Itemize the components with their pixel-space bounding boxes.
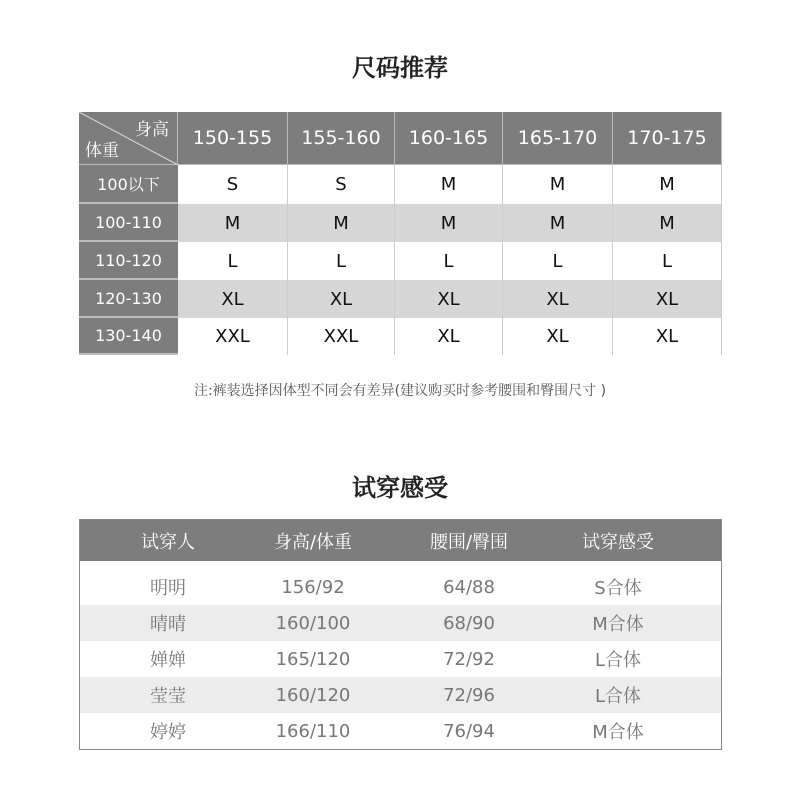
corner-height-label: 身高 — [135, 120, 169, 140]
fit-cell: 76/94 — [443, 720, 495, 742]
fit-feedback-table — [79, 519, 722, 750]
fit-cell: 晴晴 — [150, 614, 186, 635]
fit-header: 身高/体重 — [273, 531, 353, 553]
table-row — [80, 713, 721, 749]
fit-cell: L合体 — [594, 686, 642, 707]
table-row — [80, 641, 721, 677]
size-cell: M — [503, 204, 613, 242]
size-cell: L — [178, 242, 288, 280]
height-header: 170-175 — [613, 112, 722, 165]
weight-header: 100-110 — [79, 204, 178, 242]
fit-cell: 婷婷 — [150, 722, 186, 743]
fit-cell: M合体 — [592, 722, 644, 743]
size-cell: M — [613, 165, 722, 204]
fit-cell: 160/100 — [275, 612, 351, 634]
fit-cell: 64/88 — [443, 576, 495, 598]
size-cell: M — [178, 204, 288, 242]
fit-cell: 156/92 — [281, 576, 345, 598]
size-cell: XL — [503, 318, 613, 355]
fit-cell: L合体 — [594, 650, 642, 671]
size-cell: XL — [288, 280, 395, 318]
weight-header: 130-140 — [79, 318, 178, 355]
size-cell: L — [288, 242, 395, 280]
size-cell: XL — [613, 318, 722, 355]
fit-cell: 72/96 — [443, 684, 495, 706]
size-cell: XL — [613, 280, 722, 318]
size-cell: XXL — [288, 318, 395, 355]
fit-cell: M合体 — [592, 614, 644, 635]
height-header: 165-170 — [503, 112, 613, 165]
fit-feedback-title: 试穿感受 — [352, 474, 448, 502]
size-chart-title: 尺码推荐 — [352, 54, 448, 82]
weight-header: 110-120 — [79, 242, 178, 280]
fit-cell: 莹莹 — [150, 686, 186, 707]
fit-cell: S合体 — [594, 578, 642, 599]
height-header: 160-165 — [395, 112, 503, 165]
fit-cell: 160/120 — [275, 684, 351, 706]
fit-header: 试穿人 — [141, 531, 195, 553]
table-row — [80, 605, 721, 641]
size-cell: L — [613, 242, 722, 280]
size-cell: XL — [178, 280, 288, 318]
fit-header: 试穿感受 — [582, 531, 654, 553]
weight-header: 100以下 — [79, 165, 178, 204]
fit-cell: 68/90 — [443, 612, 495, 634]
height-header: 150-155 — [178, 112, 288, 165]
size-cell: L — [395, 242, 503, 280]
size-cell: M — [395, 204, 503, 242]
size-cell: M — [613, 204, 722, 242]
fit-cell: 明明 — [150, 578, 186, 599]
fit-cell: 婵婵 — [150, 650, 186, 671]
weight-header: 120-130 — [79, 280, 178, 318]
fit-cell: 165/120 — [275, 648, 351, 670]
fit-cell: 72/92 — [443, 648, 495, 670]
size-cell: XL — [395, 280, 503, 318]
size-cell: L — [503, 242, 613, 280]
size-cell: M — [288, 204, 395, 242]
size-cell: S — [288, 165, 395, 204]
size-cell: S — [178, 165, 288, 204]
size-cell: XL — [395, 318, 503, 355]
corner-header — [79, 112, 178, 165]
size-note: 注:裤装选择因体型不同会有差异(建议购买时参考腰围和臀围尺寸 ) — [193, 383, 607, 399]
table-row — [80, 677, 721, 713]
size-cell: XL — [503, 280, 613, 318]
fit-cell: 166/110 — [275, 720, 351, 742]
table-row — [80, 561, 721, 605]
corner-weight-label: 体重 — [85, 141, 119, 161]
fit-header: 腰围/臀围 — [429, 531, 509, 553]
height-header: 155-160 — [288, 112, 395, 165]
size-cell: M — [395, 165, 503, 204]
size-cell: M — [503, 165, 613, 204]
size-cell: XXL — [178, 318, 288, 355]
